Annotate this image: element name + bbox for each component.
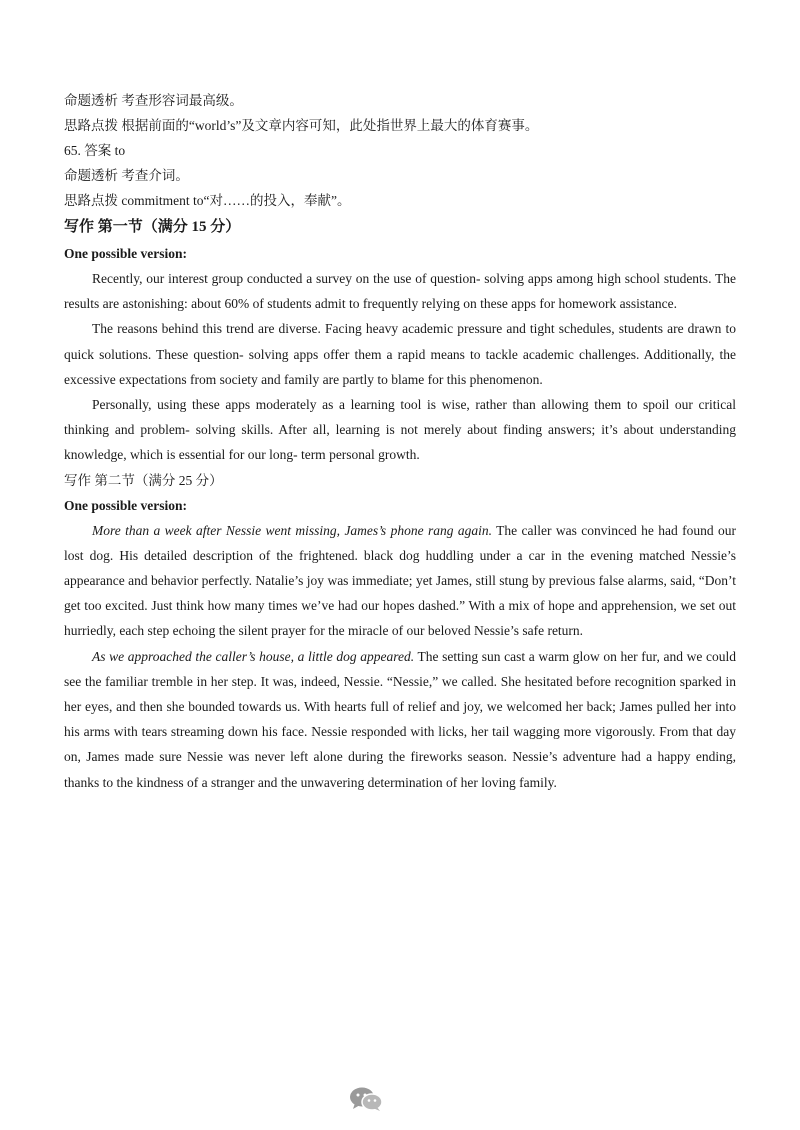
item65-topic: 命题透析 考查介词。: [64, 168, 189, 183]
item64-hint: 思路点拨 根据前面的“world’s”及文章内容可知，此处指世界上最大的体育赛事。: [64, 118, 539, 133]
writing2-title: 写作 第二节（满分 25 分）: [64, 472, 223, 488]
writing2-paragraph-1: [64, 518, 736, 644]
item65-answer: 65. 答案 to: [64, 143, 126, 158]
writing1-paragraph: Recently, our interest group conducted a survey on the use of question- solving apps among high school students. The results are astonishing: about 60% of students admit to frequently relying on these apps for homework assistance.: [64, 271, 736, 312]
writing2-version-label: One possible version:: [64, 497, 188, 513]
writing1-title: 写作 第一节（满分 15 分）: [64, 219, 241, 235]
writing2-paragraph-2: [64, 644, 736, 795]
document-page: [64, 88, 736, 795]
writing2-para2-rest: The setting sun cast a warm glow on her fur, and we could see the familiar tremble in her step. It was, indeed, Nessie. “Nessie,” we called. She hesitated before recognition sparked in her eyes, and then she bounded towards us. With hearts full of relief and joy, we welcomed her back; James pulled her into his arms with tears streaming down his face. Nessie responded with licks, her tail wagging more vigorously. From that day on, James made sure Nessie was never left alone during the fireworks season. Nessie’s adventure had a happy ending, thanks to the kindness of a stranger and the unwavering determination of her loving family.: [64, 648, 736, 790]
writing1-paragraph: The reasons behind this trend are diverse. Facing heavy academic pressure and tight schedules, students are drawn to quick solutions. These question- solving apps offer them a rapid means to tackle academic challenges. Additionally, the excessive expectations from society and family are partly to blame for this phenomenon.: [64, 321, 736, 387]
wechat-icon: [349, 1086, 383, 1112]
writing2-para1-lead: More than a week after Nessie went missing, James’s phone rang again.: [92, 522, 492, 538]
item65-hint: 思路点拨 commitment to“对……的投入，奉献”。: [64, 193, 351, 208]
writing2-para1-rest: The caller was convinced he had found our lost dog. His detailed description of the frightened. black dog huddling under a car in the evening matched Nessie’s appearance and behavior perfectly. Natalie’s joy was immediate; yet James, still stung by previous false alarms, said, “Don’t get too excited. Just think how many times we’ve had our hopes dashed.” With a mix of hope and apprehension, we set out hurriedly, each step echoing the silent prayer for the miracle of our beloved Nessie’s safe return.: [64, 522, 736, 639]
writing1-paragraph: Personally, using these apps moderately as a learning tool is wise, rather than allowing them to spoil our critical thinking and problem- solving skills. After all, learning is not merely about finding answers; it’s about understanding knowledge, which is essential for our long- term personal growth.: [64, 397, 736, 463]
writing2-para2-lead: As we approached the caller’s house, a little dog appeared.: [92, 648, 415, 664]
writing1-version-label: One possible version:: [64, 246, 188, 261]
item64-topic: 命题透析 考查形容词最高级。: [64, 93, 243, 108]
